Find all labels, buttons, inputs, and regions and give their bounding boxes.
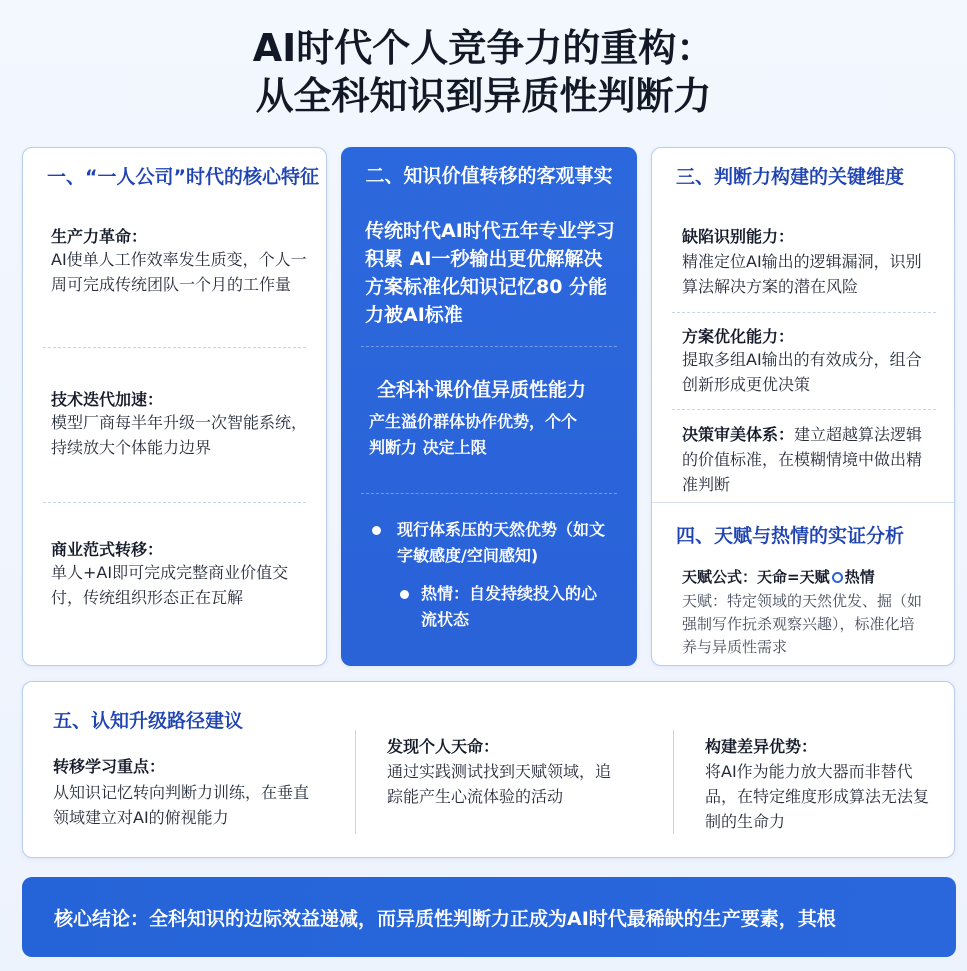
card-upgrade-path-heading: 五、认知升级路径建议 — [53, 710, 244, 732]
talent-formula — [682, 566, 875, 589]
card-knowledge-value-heading: 二、知识价值转移的客观事实 — [365, 165, 613, 187]
item-label: 方案优化能力： — [682, 327, 795, 346]
item-text: 提取多组AI输出的有效成分，组合创新形成更优决策 — [682, 350, 922, 394]
path-text: 通过实践测试找到天赋领域，追踪能产生心流体验的活动 — [387, 762, 612, 806]
divider — [43, 347, 306, 348]
column-divider — [673, 730, 674, 834]
formula-part-b: 热情 — [844, 568, 875, 586]
item-label: 决策审美体系： — [682, 425, 795, 444]
page-title — [0, 24, 967, 120]
core-conclusion-text: 核心结论：全科知识的边际效益递减，而异质性判断力正成为AI时代最稀缺的生产要素，其根 — [54, 908, 836, 930]
card-core-features-heading: 一、“一人公司”时代的核心特征 — [47, 166, 319, 188]
bullet-dot — [400, 590, 409, 599]
path-text: 将AI作为能力放大器而非替代品，在特定维度形成算法无法复制的生命力 — [705, 762, 930, 831]
card-judgment-dimensions-heading: 三、判断力构建的关键维度 — [676, 166, 905, 188]
value-head: 全科补课价值异质性能力 — [377, 379, 587, 401]
item-label: 生产力革命： — [51, 227, 148, 246]
knowledge-shift-text: 传统时代AI时代五年专业学习积累 AI一秒输出更优解解决方案标准化知识记忆80 分能力被AI标准 — [365, 220, 615, 326]
core-conclusion-banner — [22, 877, 956, 957]
item-label: 商业范式转移： — [51, 540, 164, 559]
path-label: 转移学习重点： — [53, 757, 166, 776]
section4-heading: 四、天赋与热情的实证分析 — [676, 525, 905, 547]
divider — [652, 502, 954, 503]
item-text-inline: 建立超越算法逻辑的价值标准，在模糊情境中做出精准判断 — [682, 425, 923, 494]
item-text — [682, 422, 932, 497]
path-text: 从知识记忆转向判断力训练，在垂直领域建立对AI的俯视能力 — [53, 783, 310, 827]
card-knowledge-value — [341, 147, 637, 666]
talent-text: 天赋：特定领域的天然优发、掘（如强制写作抏杀观察兴趣），标准化培养与异质性需求 — [682, 592, 923, 656]
item-text: 单人+AI即可完成完整商业价值交付，传统组织形态正在瓦解 — [51, 563, 289, 607]
value-text: 产生溢价群体协作优势，个个判断力 决定上限 — [369, 412, 578, 457]
card-judgment-dimensions — [651, 147, 955, 666]
formula-part-a: 天赋公式：天命=天赋 — [682, 568, 830, 586]
item-label: 技术迭代加速： — [51, 390, 164, 409]
item-text: AI使单人工作效率发生质变，个人一周可完成传统团队一个月的工作量 — [51, 250, 307, 294]
divider — [672, 312, 936, 313]
bullet-item: 热情：自发持续投入的心流状态 — [421, 584, 598, 629]
path-label: 发现个人天命： — [387, 737, 500, 756]
path-label: 构建差异优势： — [705, 737, 818, 756]
card-upgrade-path — [22, 681, 955, 858]
item-text: 模型厂商每半年升级一次智能系统，持续放大个体能力边界 — [51, 413, 308, 457]
divider — [43, 502, 306, 503]
title-line-1: AI时代个人竞争力的重构： — [252, 26, 715, 70]
card-core-features — [22, 147, 327, 666]
divider — [672, 409, 936, 410]
bullet-dot — [372, 526, 381, 535]
title-line-2: 从全科知识到异质性判断力 — [255, 74, 712, 118]
circle-icon — [832, 572, 843, 583]
bullet-item: 现行体系压的天然优势（如文字敏感度/空间感知) — [397, 520, 606, 565]
divider — [361, 346, 617, 347]
item-text: 精准定位AI输出的逻辑漏洞，识别算法解决方案的潜在风险 — [682, 252, 922, 296]
column-divider — [355, 730, 356, 834]
divider — [361, 493, 617, 494]
item-label: 缺陷识别能力： — [682, 227, 795, 246]
